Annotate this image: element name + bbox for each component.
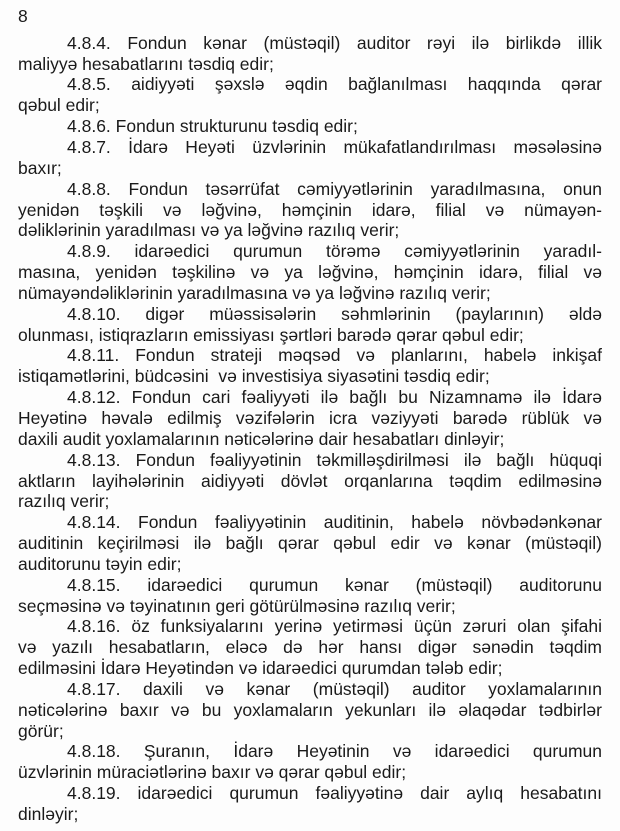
text-line: 4.8.5. aidiyyəti şəxslə əqdin bağlanılması haqqında qərar (67, 74, 602, 95)
text-line: Heyətinə həvalə edilmiş vəzifələrin icra vəziyyəti barədə rüblük və (18, 407, 602, 428)
text-line: istiqamətlərini, büdcəsini və investisiya siyasətini təsdiq edir; (18, 366, 490, 387)
text-line: razılıq verir; (18, 491, 110, 512)
text-line: üzvlərinin müraciətlərinə baxır və qərar qəbul edir; (18, 762, 407, 783)
text-line: maliyyə hesabatlarını təsdiq edir; (18, 53, 274, 74)
text-line: auditinin keçirilməsi ilə bağlı qərar qəbul edir və kənar (müstəqil) (18, 533, 602, 554)
text-line: auditorunu təyin edir; (18, 553, 182, 574)
text-line: 4.8.18. Şuranın, İdarə Heyətinin və idarəedici qurumun (67, 741, 602, 762)
text-line: nümayəndəliklərinin yaradılmasına və ya ləğvinə razılıq verir; (18, 282, 491, 303)
text-line: qəbul edir; (18, 95, 100, 116)
text-line: 4.8.8. Fondun təsərrüfat cəmiyyətlərinin yaradılmasına, onun (67, 178, 602, 199)
text-line: nəticələrinə baxır və bu yoxlamaların yekunları ilə əlaqədar tədbirlər (18, 699, 602, 720)
text-line: aktların layihələrinin aidiyyəti dövlət orqanlarına təqdim edilməsinə (18, 470, 602, 491)
text-line: 4.8.11. Fondun strateji məqsəd və planlarını, habelə inkişaf (67, 345, 602, 366)
text-line: 4.8.19. idarəedici qurumun fəaliyyətinə dair aylıq hesabatını (67, 783, 602, 804)
text-line: 4.8.9. idarəedici qurumun törəmə cəmiyyətlərinin yaradıl- (67, 241, 602, 262)
document-body (18, 33, 602, 825)
text-line: 4.8.7. İdarə Heyəti üzvlərinin mükafatlandırılması məsələsinə (67, 137, 602, 158)
text-line: 4.8.13. Fondun fəaliyyətinin təkmilləşdirilməsi ilə bağlı hüquqi (67, 449, 602, 470)
text-line: 4.8.16. öz funksiyalarını yerinə yetirməsi üçün zəruri olan şifahi (67, 616, 602, 637)
text-line: masına, yenidən təşkilinə və ya ləğvinə, həmçinin idarə, filial və (18, 262, 602, 283)
text-line: seçməsinə və təyinatının geri götürülməsinə razılıq verir; (18, 595, 456, 616)
text-line: 4.8.6. Fondun strukturunu təsdiq edir; (67, 116, 358, 137)
text-line: dəliklərinin yaradılması və ya ləğvinə razılıq verir; (18, 220, 400, 241)
text-line: 4.8.17. daxili və kənar (müstəqil) auditor yoxlamalarının (67, 678, 602, 699)
text-line: 4.8.10. digər müəssisələrin səhmlərinin (paylarının) əldə (67, 303, 602, 324)
text-line: yenidən təşkili və ləğvinə, həmçinin idarə, filial və nümayən- (18, 199, 602, 220)
text-line: olunması, istiqrazların emissiyası şərtləri barədə qərar qəbul edir; (18, 324, 524, 345)
text-line: görür; (18, 720, 64, 741)
text-line: daxili audit yoxlamalarının nəticələrinə dair hesabatları dinləyir; (18, 428, 505, 449)
text-line: 4.8.14. Fondun fəaliyyətinin auditinin, habelə növbədənkənar (67, 512, 602, 533)
text-line: baxır; (18, 157, 62, 178)
text-line: 4.8.12. Fondun cari fəaliyyəti ilə bağlı bu Nizamnamə ilə İdarə (67, 387, 602, 408)
text-line: 4.8.4. Fondun kənar (müstəqil) auditor rəyi ilə birlikdə illik (67, 32, 602, 53)
text-line: edilməsini İdarə Heyətindən və idarəedici qurumdan tələb edir; (18, 658, 503, 679)
text-line: 4.8.15. idarəedici qurumun kənar (müstəqil) auditorunu (67, 574, 602, 595)
text-line: dinləyir; (18, 804, 79, 825)
text-line: və yazılı hesabatların, eləcə də hər hansı digər sənədin təqdim (18, 637, 602, 658)
page-number: 8 (18, 6, 28, 26)
